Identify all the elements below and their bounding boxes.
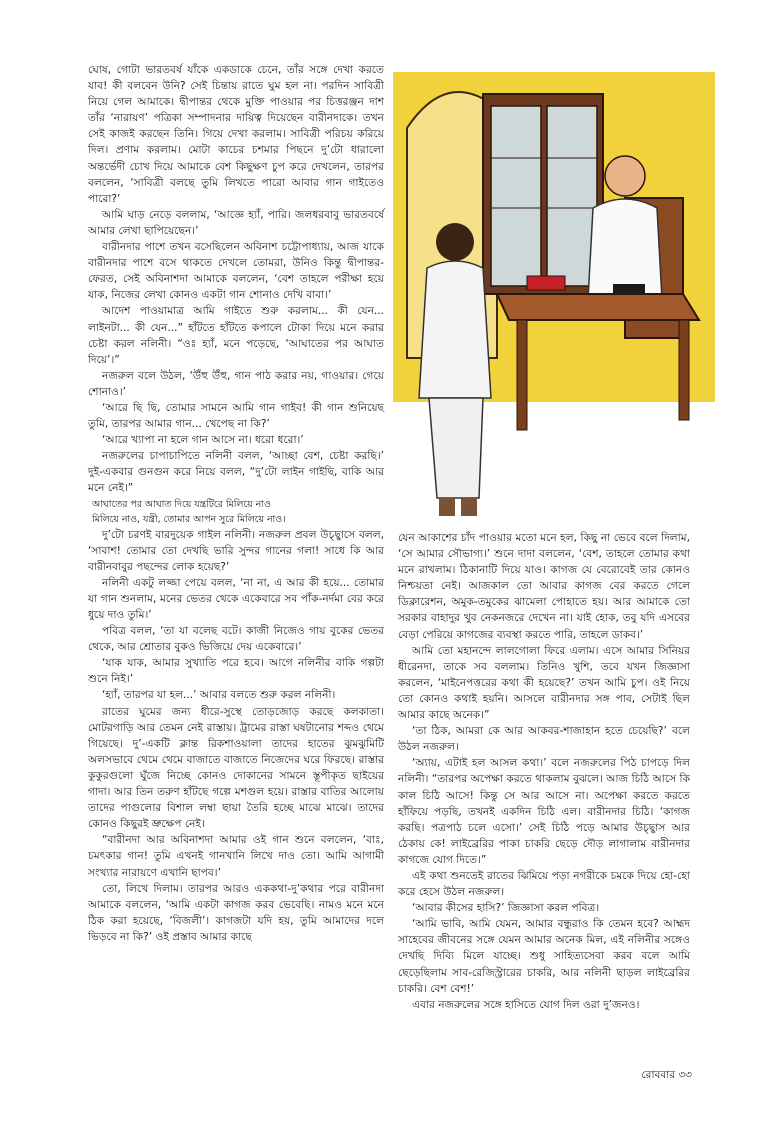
paragraph: ‘আরে খ্যাপা না হলে গান আসে না। ধরো ধরো।’ <box>102 434 304 447</box>
paragraph: নলিনী একটু লজ্জা পেয়ে বলল, ‘না না, এ আর কী হয়ে... তোমার যা গান শুনলাম, মনের ভেতর থেকে একেবারে সব পাঁক-নর্দমা বের করে ধুয়ে দাও তুমি।’ <box>88 576 384 621</box>
paragraph: দু’টো চরণই বারদুয়েক গাইল নলিনী। নজরুল প্রবল উচ্ছ্বাসে বলল, ‘সাবাশ! তোমার তো দেখছি ভারি সুন্দর গানের গলা! সাধে কি আর বারীনবাবুর পছন্দের লোক হয়েছ?’ <box>88 528 384 573</box>
paragraph: আমি ঘাড় নেড়ে বললাম, ‘আজ্ঞে হ্যাঁ, পারি। জলধরবাবু ভারতবর্ষে আমার লেখা ছাপিয়েছেন।’ <box>88 208 384 237</box>
paragraph: ‘অ্যায়, এটাই হল আসল কথা।’ বলে নজরুলের পিঠ চাপড়ে দিল নলিনী। “তারপর অপেক্ষা করতে থাকলাম বুঝলে। আজ চিঠি আসে কি কাল চিঠি আসে! কিন্তু সে আর আসে না। অপেক্ষা করতে করতে হাঁফিয়ে পড়ছি, তখনই একদিন চিঠি এল। বারীনদার চিঠি। ‘কাগজ করছি। পত্রপাঠ চলে এসো।’ সেই চিঠি পড়ে আমার উচ্ছ্বাস আর ঠেকায় কে! লাইব্রেরির পাকা চাকরি ছেড়ে দৌড় লাগালাম বারীনদার কাগজে যোগ দিতে।” <box>398 757 690 866</box>
left-column <box>88 62 384 945</box>
paragraph: ‘হ্যাঁ, তারপর যা হল...’ আবার বলতে শুরু করল নলিনী। <box>102 689 336 702</box>
story-illustration <box>387 58 722 522</box>
page-footer: রোববার ৩৩ <box>641 1069 692 1081</box>
song-verse-line: আঘাতের পর আঘাত দিয়ে যন্ত্রটিরে মিলিয়ে নাও <box>92 498 271 510</box>
paragraph: পবিত্র বলল, ‘তা যা বলেছ বটে। কাজী নিজেও গায় বুকের ভেতর থেকে, আর শ্রোতার বুকও ভিজিয়ে দেয় একেবারে।’ <box>88 625 384 654</box>
paragraph: বারীনদার পাশে তখন বসেছিলেন অবিনাশ চট্টোপাধ্যায়, আজ যাকে বারীনদার পাশে বসে থাকতে দেখলে তোমরা, উনিও কিন্তু দ্বীপান্তর-ফেরত, সেই অবিনাশদা আমাকে বললেন, ‘বেশ তাহলে পরীক্ষা হয়ে যাক, নিজের লেখা কোনও একটা গান শোনাও দেখি বাবা।’ <box>88 241 384 302</box>
paragraph: এবার নজরুলের সঙ্গে হাসিতে যোগ দিল ওরা দু’জনও। <box>412 998 640 1011</box>
paragraph: নজরুলের চাপাচাপিতে নলিনী বলল, ‘আচ্ছা বেশ, চেষ্টা করছি।’ দুই-একবার গুনগুন করে নিয়ে বলল, “দু’টো লাইন গাইছি, বাকি আর মনে নেই।” <box>88 450 384 495</box>
paragraph: “বারীনদা আর অবিনাশদা আমার ওই গান শুনে বললেন, ‘বাঃ, চমৎকার গান! তুমি এখনই গানখানি লিখে দাও তো। আমি আগামী সংখ্যার নারায়ণে এখানি ছাপব।’ <box>88 834 384 879</box>
paragraph: ‘আবার কীসের হাসি?’ জিজ্ঞাসা করল পবিত্র। <box>412 902 600 915</box>
paragraph: আদেশ পাওয়ামাত্র আমি গাইতে শুরু করলাম... কী যেন... লাইনটা... কী যেন...” হাঁটতে হাঁটতে কপালে টোকা দিয়ে মনে করার চেষ্টা করল নলিনী। “ওঃ হ্যাঁ, মনে পড়েছে, ‘আঘাতের পর আঘাত দিয়ে’।” <box>88 305 384 366</box>
song-verse-line: মিলিয়ে নাও, যন্ত্রী, তোমার আপন সুরে মিলিয়ে নাও। <box>92 513 286 525</box>
right-column <box>398 530 690 1013</box>
paragraph: রাতের ঘুমের জন্য ধীরে-সুস্থে তোড়জোড় করছে কলকাতা। মোটরগাড়ি আর তেমন নেই রাস্তায়। ট্রামের রাস্তা ঘষটানোর শব্দও থেমে গিয়েছে। দু’-একটি ক্লান্ত রিকশাওয়ালা তাদের হাতের ঝুমঝুমিটি অলসভাবে থেমে থেমে বাজাতে বাজাতে নিজেদের ঘরে ফিরছে। রাস্তার কুকুরগুলো ঘুঁজে নিচ্ছে কোনও দোকানের সামনে স্তূপীকৃত ছাইয়ের গাদা। আর তিন তরুণ হাঁটছে গল্পে মশগুল হয়ে। রাস্তার বাতির আলোয় তাদের পাগুলোর বিশাল লম্বা ছায়া তৈরি হচ্ছে মাঝে মাঝে। তাদের কোনও কিছুরই ভ্রুক্ষেপ নেই। <box>88 705 384 831</box>
paragraph: এই কথা শুনতেই রাতের ঝিমিয়ে পড়া নগরীকে চমকে দিয়ে হো-হো করে হেসে উঠল নজরুল। <box>398 869 690 899</box>
paragraph: যেন আকাশের চাঁদ পাওয়ার মতো মনে হল, কিছু না ভেবে বলে দিলাম, ‘সে আমার সৌভাগ্য।’ শুনে দাদা বললেন, ‘বেশ, তাহলে তোমার কথা মনে রাখলাম। ঠিকানাটি দিয়ে যাও। কাগজ যে বেরোবেই তার কোনও নিশ্চয়তা নেই। আজকাল তো আবার কাগজ বের করতে গেলে ডিক্লারেশন, অমুক-তমুকের ঝামেলা পোহাতে হয়। আর আমাকে তো সরকার বাহাদুর খুব নেকনজরে দেখেন না। যাই হোক, তবু যদি এসবের বেড়া পেরিয়ে কাগজের ব্যবস্থা করতে পারি, তাহলে ডাকব।’ <box>398 532 690 641</box>
paragraph: ঘোষ, গোটা ভারতবর্ষ যাঁকে একডাকে চেনে, তাঁর সঙ্গে দেখা করতে যাব! কী বলবেন উনি? সেই চিন্তায় রাতে ঘুম হল না। পরদিন সাবিত্রী নিয়ে গেল আমাকে। দ্বীপান্তর থেকে মুক্তি পাওয়ার পর চিত্তরঞ্জন দাশ তাঁর ‘নারায়ণ’ পত্রিকা সম্পাদনার দায়িত্ব দিয়েছেন বারীনদাকে। তখন সেই কাজই করছেন তিনি। গিয়ে দেখা করলাম। সাবিত্রী পরিচয় করিয়ে দিল। প্রণাম করলাম। মোটা কাচের চশমার পিছনে দু’টো ধারালো অন্তর্ভেদী চোখ দিয়ে আমাকে বেশ কিছুক্ষণ চুপ করে দেখলেন, তারপর বললেন, ‘সাবিত্রী বলছে তুমি লিখতে পারো আবার গান গাইতেও পারো?’ <box>88 64 384 205</box>
paragraph: আমি তো মহানন্দে লালগোলা ফিরে এলাম। এসে আমার সিনিয়র ধীরেনদা, তাকে সব বললাম। তিনিও খুশি, তবে যখন জিজ্ঞাসা করলেন, ‘মাইনেপত্তরের কথা কী হয়েছে?’ তখন আমি চুপ। ওই নিয়ে তো কোনও কথাই হয়নি। আসলে বারীনদার সঙ্গ পাব, সেটাই ছিল আমার কাছে অনেক।” <box>398 644 690 722</box>
paragraph: ‘আমি ভাবি, আমি যেমন, আমার বন্ধুরাও কি তেমন হবে? আহ্মদ সাহেবের জীবনের সঙ্গে যেমন আমার অনেক মিল, এই নলিনীর সঙ্গেও দেখছি দিব্যি মিলে যাচ্ছে। শুধু সাহিত্যসেবা করব বলে আমি ছেড়েছিলাম সাব-রেজিস্ট্রারের চাকরি, আর নলিনী ছাড়ল লাইব্রেরির চাকরি। বেশ বেশ!’ <box>398 918 690 995</box>
paragraph: নজরুল বলে উঠল, ‘উঁহু উঁহু, গান পাঠ করার নয়, গাওয়ার। গেয়ে শোনাও।’ <box>88 369 384 398</box>
paragraph: তো, লিখে দিলাম। তারপর আরও এককথা-দু’কথার পরে বারীনদা আমাকে বললেন, ‘আমি একটা কাগজ করব ভেবেছি। নামও মনে মনে ঠিক করা হয়েছে, ‘বিজলী’। কাগজটা যদি হয়, তুমি আমাদের দলে ভিড়বে না কি?’ ওই প্রস্তাব আমার কাছে <box>88 882 384 943</box>
paragraph: ‘যাক যাক, আমার সুখ্যাতি পরে হবে। আগে নলিনীর বাকি গল্পটা শুনে নিই।’ <box>88 657 384 686</box>
paragraph: ‘আরে ছি ছি, তোমার সামনে আমি গান গাইব! কী গান শুনিয়েছ তুমি, তারপর আমার গান... খেপেছ না কি?’ <box>88 401 384 431</box>
paragraph: ‘তা ঠিক, আমরা কে আর আকবর-শাজাহান হতে চেয়েছি?’ বলে উঠল নজরুল। <box>398 725 690 754</box>
